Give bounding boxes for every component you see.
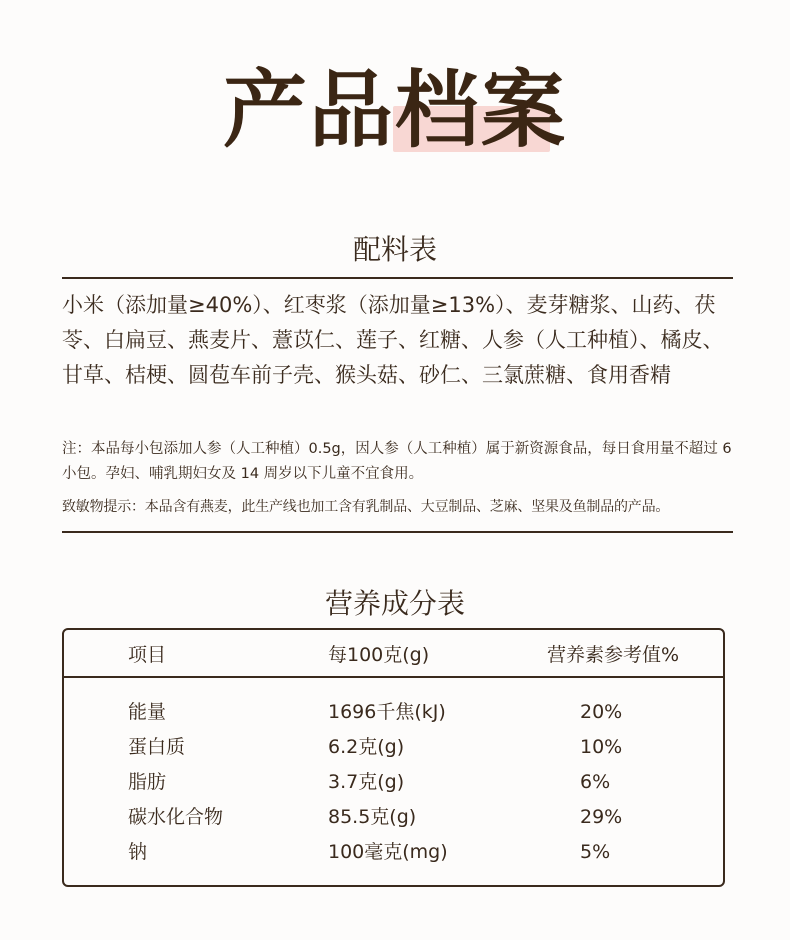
row-carbohydrate-per100g: 85.5克(g) [328,806,417,828]
row-fat-item: 脂肪 [128,771,167,793]
column-header-per100g: 每100克(g) [328,644,430,666]
row-protein-nrv: 10% [580,736,623,758]
column-header-item: 项目 [128,644,167,666]
ingredients-top-rule [62,277,733,279]
column-header-nrv: 营养素参考值% [547,644,680,666]
row-energy-per100g: 1696千焦(kJ) [328,701,446,723]
ingredients-note: 注：本品每小包添加人参（人工种植）0.5g，因人参（人工种植）属于新资源食品，每日食用量不超过 6 小包。孕妇、哺乳期妇女及 14 周岁以下儿童不宜食用。 [62,441,732,482]
ingredients-bottom-rule [62,531,733,533]
row-protein-per100g: 6.2克(g) [328,736,405,758]
row-fat-nrv: 6% [580,771,611,793]
nutrition-heading: 营养成分表 [324,587,465,620]
row-energy-item: 能量 [128,701,167,723]
page-title: 产品档案 [222,61,567,159]
nutrition-table [62,628,725,887]
ingredients-heading: 配料表 [352,233,437,266]
row-carbohydrate-item: 碳水化合物 [128,806,224,828]
ingredients-list: 小米（添加量≥40%）、红枣浆（添加量≥13%）、麦芽糖浆、山药、茯苓、白扁豆、燕麦片、薏苡仁、莲子、红糖、人参（人工种植）、橘皮、甘草、桔梗、圆苞车前子壳、猴头菇、砂仁、三氯蔗糖、食用香精 [62,293,724,387]
row-carbohydrate-nrv: 29% [580,806,623,828]
table-header-divider [64,676,723,678]
row-sodium-nrv: 5% [580,841,611,863]
row-sodium-item: 钠 [128,841,148,863]
allergen-notice: 致敏物提示：本品含有燕麦，此生产线也加工含有乳制品、大豆制品、芝麻、坚果及鱼制品的产品。 [62,499,670,515]
row-fat-per100g: 3.7克(g) [328,771,405,793]
row-energy-nrv: 20% [580,701,623,723]
row-sodium-per100g: 100毫克(mg) [328,841,448,863]
row-protein-item: 蛋白质 [128,736,186,758]
